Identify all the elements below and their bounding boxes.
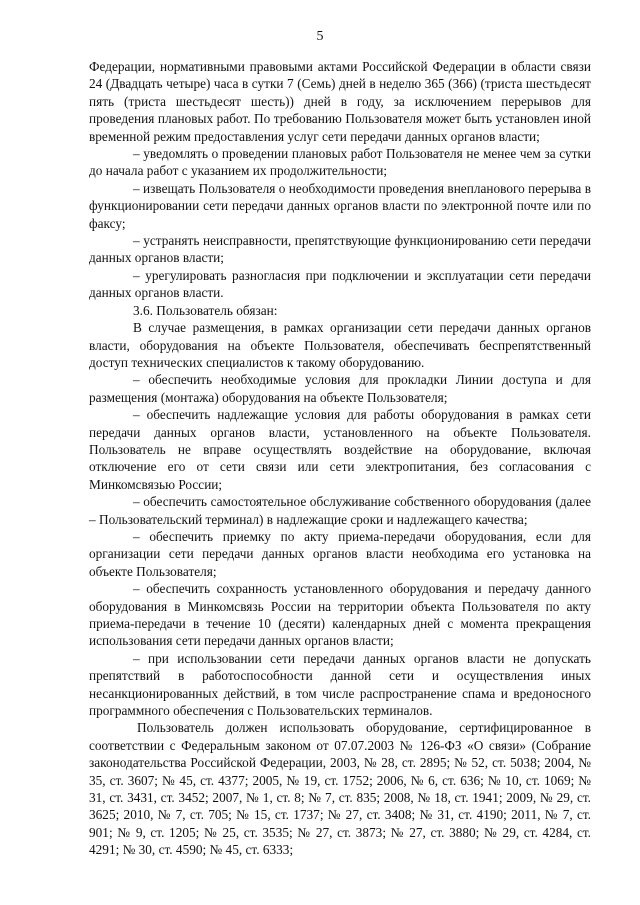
paragraph: – уведомлять о проведении плановых работ Пользователя не менее чем за сутки до начала работ с указанием их продолжительности; <box>89 146 591 179</box>
paragraph: – обеспечить приемку по акту приема-передачи оборудования, если для организации сети передачи данных органов власти необходима его установка на объекте Пользователя; <box>89 528 591 579</box>
paragraph: Пользователь должен использовать оборудование, сертифицированное в соответствии с Федеральным законом от 07.07.2003 № 126-ФЗ «О связи» (Собрание законодательства Российской Федерации, 2003, № 28, ст. 2895; № 52, ст. 5038; 2004, № 35, ст. 3607; № 45, ст. 4377; 2005, № 19, ст. 1752; 2006, № 6, ст. 636; № 10, ст. 1069; № 31, ст. 3431, ст. 3452; 2007, № 1, ст. 8; № 7, ст. 835; 2008, № 18, ст. 1941; 2009, № 29, ст. 3625; 2010, № 7, ст. 705; № 15, ст. 1737; № 27, ст. 3408; № 31, ст. 4190; 2011, № 7, ст. 901; № 9, ст. 1205; № 25, ст. 3535; № 27, ст. 3873; № 27, ст. 3880; № 29, ст. 4284, ст. 4291; № 30, ст. 4590; № 45, ст. 6333; <box>89 720 591 858</box>
paragraph: – обеспечить самостоятельное обслуживание собственного оборудования (далее – Пользовательский терминал) в надлежащие сроки и надлежащего качества; <box>89 494 591 527</box>
paragraph: Федерации, нормативными правовыми актами Российской Федерации в области связи 24 (Двадцать четыре) часа в сутки 7 (Семь) дней в неделю 365 (366) (триста шестьдесят пять (триста шестьдесят шесть)) дней в году, за исключением перерывов для проведения плановых работ. По требованию Пользователя может быть установлен иной временной режим предоставления услуг сети передачи данных органов власти; <box>89 59 591 144</box>
section-heading: 3.6. Пользователь обязан: <box>133 302 278 318</box>
paragraph: – обеспечить необходимые условия для прокладки Линии доступа и для размещения (монтажа) оборудования на объекте Пользователя; <box>89 372 591 405</box>
paragraph: – обеспечить надлежащие условия для работы оборудования в рамках сети передачи данных органов власти, установленного на объекте Пользователя. Пользователь не вправе осуществлять воздействие на оборудование, включая отключение его от сети связи или сети электропитания, без согласования с Минкомсвязью России; <box>89 407 591 492</box>
paragraph: – устранять неисправности, препятствующие функционированию сети передачи данных органов власти; <box>89 233 591 266</box>
paragraph: В случае размещения, в рамках организации сети передачи данных органов власти, оборудования на объекте Пользователя, обеспечивать беспрепятственный доступ технических специалистов к такому оборудованию. <box>89 320 591 370</box>
paragraph: – при использовании сети передачи данных органов власти не допускать препятствий в работоспособности данной сети и осуществления иных несанкционированных действий, в том числе распространение спама и вредоносного программного обеспечения с Пользовательских терминалов. <box>89 650 591 719</box>
paragraph: – обеспечить сохранность установленного оборудования и передачу данного оборудования в Минкомсвязь России на территории объекта Пользователя по акту приема-передачи в течение 10 (десяти) календарных дней с момента прекращения использования сети передачи данных органов власти; <box>89 581 591 649</box>
paragraph: – извещать Пользователя о необходимости проведения внепланового перерыва в функционировании сети передачи данных органов власти по электронной почте или по факсу; <box>89 180 591 231</box>
paragraph: – урегулировать разногласия при подключении и эксплуатации сети передачи данных органов власти. <box>89 267 591 301</box>
page-number: 5 <box>316 29 324 44</box>
document-body <box>89 58 591 859</box>
